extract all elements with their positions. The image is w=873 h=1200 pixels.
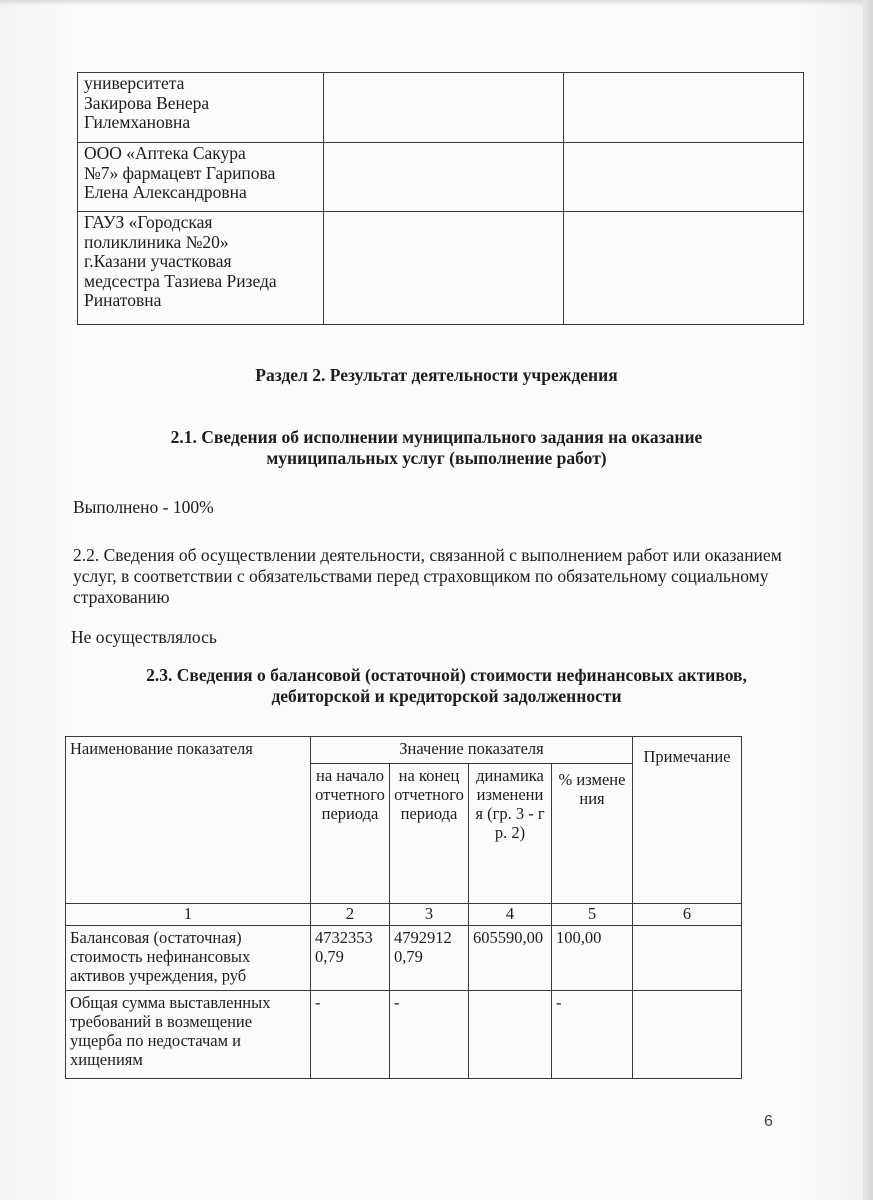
section-2-2-text: 2.2. Сведения об осуществлении деятельности, связанной с выполнением работ или оказанием услуг, в соответствии с обязательствами перед страховщиком по обязательному социальному страхованию xyxy=(73,545,782,607)
table-row xyxy=(66,991,742,1079)
row-dynamic: 605590,00 xyxy=(469,926,552,991)
page-number: 6 xyxy=(764,1113,773,1130)
column-number: 3 xyxy=(390,904,469,926)
row-percent: 100,00 xyxy=(552,926,633,991)
table-row xyxy=(78,143,804,212)
section-2-title: Раздел 2. Результат деятельности учреждения xyxy=(255,365,618,385)
section-2-3-title-line1: 2.3. Сведения о балансовой (остаточной) стоимости нефинансовых активов, xyxy=(146,665,747,685)
section-2-1-result: Выполнено - 100% xyxy=(73,497,214,517)
org-cell: ГАУЗ «Городская поликлиника №20» г.Казани участковая медсестра Тазиева Ризеда Ринатовна xyxy=(78,212,324,325)
header-percent: % изменения xyxy=(552,764,633,904)
row-dynamic xyxy=(469,991,552,1079)
row-end: - xyxy=(390,991,469,1079)
row-note xyxy=(633,991,742,1079)
continuation-table xyxy=(77,72,804,325)
header-value: Значение показателя xyxy=(311,737,633,764)
section-2-3-title-line2: дебиторской и кредиторской задолженности xyxy=(271,686,622,706)
scan-edge-right xyxy=(863,0,873,1200)
column-number: 4 xyxy=(469,904,552,926)
column-number: 6 xyxy=(633,904,742,926)
row-name: Балансовая (остаточная) стоимость нефинансовых активов учреждения, руб xyxy=(66,926,311,991)
table-row xyxy=(78,73,804,143)
org-cell: ООО «Аптека Сакура №7» фармацевт Гарипова Елена Александровна xyxy=(78,143,324,212)
header-dynamic: динамика изменения (гр. 3 - гр. 2) xyxy=(469,764,552,904)
scan-edge-top xyxy=(0,0,873,6)
row-name: Общая сумма выставленных требований в возмещение ущерба по недостачам и хищениям xyxy=(66,991,311,1079)
header-start: на начало отчетного периода xyxy=(311,764,390,904)
section-2-1-title-line1: 2.1. Сведения об исполнении муниципального задания на оказание xyxy=(170,427,703,447)
org-cell: университета Закирова Венера Гилемхановна xyxy=(78,73,324,143)
row-start: 47323530,79 xyxy=(311,926,390,991)
column-number: 1 xyxy=(66,904,311,926)
table-row xyxy=(78,212,804,325)
empty-cell xyxy=(564,212,804,325)
column-number-row xyxy=(66,904,742,926)
column-number: 5 xyxy=(552,904,633,926)
empty-cell xyxy=(564,143,804,212)
section-2-2-result: Не осуществлялось xyxy=(71,627,217,647)
column-number: 2 xyxy=(311,904,390,926)
header-name: Наименование показателя xyxy=(66,737,311,904)
header-end: на конец отчетного периода xyxy=(390,764,469,904)
empty-cell xyxy=(323,73,564,143)
empty-cell xyxy=(564,73,804,143)
empty-cell xyxy=(323,143,564,212)
balance-table xyxy=(65,736,742,1079)
row-percent: - xyxy=(552,991,633,1079)
table-row xyxy=(66,926,742,991)
header-row xyxy=(66,737,742,764)
header-note: Примечание xyxy=(633,737,742,904)
row-end: 47929120,79 xyxy=(390,926,469,991)
section-2-1-title xyxy=(0,427,873,469)
section-2-3-title xyxy=(10,665,873,707)
row-start: - xyxy=(311,991,390,1079)
row-note xyxy=(633,926,742,991)
empty-cell xyxy=(323,212,564,325)
section-2-1-title-line2: муниципальных услуг (выполнение работ) xyxy=(266,448,607,468)
